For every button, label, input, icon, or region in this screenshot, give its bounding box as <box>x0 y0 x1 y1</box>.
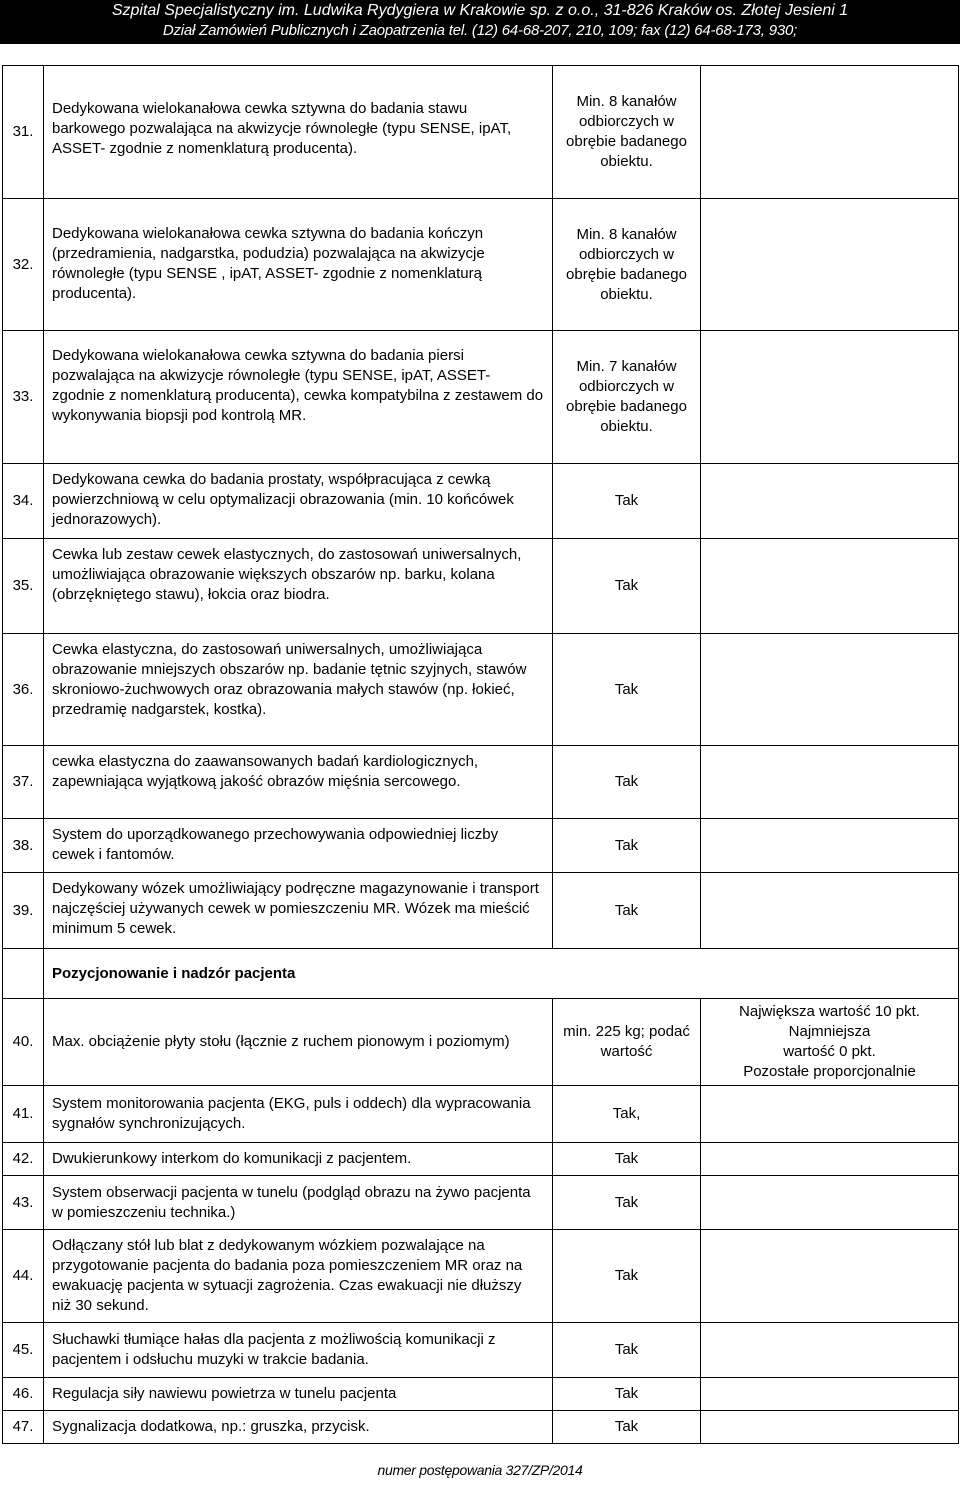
row-number: 44. <box>3 1230 44 1323</box>
row-requirement: Tak <box>553 634 701 746</box>
document-header <box>0 0 960 44</box>
row-score <box>701 199 959 331</box>
row-description: System obserwacji pacjenta w tunelu (podgląd obrazu na żywo pacjenta w pomieszczeniu technika.) <box>44 1176 553 1230</box>
row-score <box>701 1230 959 1323</box>
row-description: Cewka lub zestaw cewek elastycznych, do zastosowań uniwersalnych, umożliwiająca obrazowanie większych obszarów np. barku, kolana (obrzękniętego stawu), łokcia oraz biodra. <box>44 539 553 634</box>
row-score <box>701 746 959 819</box>
row-description: Dedykowana wielokanałowa cewka sztywna do badania piersi pozwalająca na akwizycje równoległe (typu SENSE, ipAT, ASSET- zgodnie z nomenklaturą producenta), cewka kompatybilna z zestawem do wykonywania biopsji pod kontrolą MR. <box>44 331 553 464</box>
row-description: Dedykowana cewka do badania prostaty, współpracująca z cewką powierzchniową w celu optymalizacji obrazowania (min. 10 końcówek jednorazowych). <box>44 464 553 539</box>
score-min-label: Najmniejsza <box>788 1023 871 1040</box>
row-requirement: Tak <box>553 1323 701 1378</box>
row-score <box>701 999 959 1086</box>
table-row <box>3 539 959 634</box>
table-row <box>3 331 959 464</box>
row-number: 38. <box>3 819 44 873</box>
coils-section <box>3 66 959 949</box>
row-number: 34. <box>3 464 44 539</box>
row-requirement: Tak <box>553 746 701 819</box>
row-requirement: Min. 8 kanałów odbiorczych w obrębie badanego obiektu. <box>553 66 701 199</box>
score-max: Największa wartość 10 pkt. <box>739 1003 920 1020</box>
row-number: 35. <box>3 539 44 634</box>
table-row <box>3 819 959 873</box>
row-score <box>701 66 959 199</box>
row-requirement: Tak <box>553 1176 701 1230</box>
section-header-row <box>3 949 959 999</box>
specification-table <box>2 65 959 1444</box>
score-min: wartość 0 pkt. <box>783 1043 876 1060</box>
row-requirement: Tak <box>553 873 701 949</box>
table-row <box>3 1323 959 1378</box>
row-number: 47. <box>3 1411 44 1444</box>
header-hospital-line: Szpital Specjalistyczny im. Ludwika Rydygiera w Krakowie sp. z o.o., 31-826 Kraków os. Złotej Jesieni 1 <box>111 2 849 19</box>
row-number: 37. <box>3 746 44 819</box>
section-number-cell <box>3 949 44 999</box>
row-requirement: Min. 7 kanałów odbiorczych w obrębie badanego obiektu. <box>553 331 701 464</box>
table-row <box>3 1411 959 1444</box>
row-score <box>701 1176 959 1230</box>
row-number: 40. <box>3 999 44 1086</box>
row-score <box>701 819 959 873</box>
table-row <box>3 746 959 819</box>
row-score <box>701 1143 959 1176</box>
row-requirement: Tak <box>553 1411 701 1444</box>
row-requirement: Tak <box>553 1378 701 1411</box>
row-score <box>701 464 959 539</box>
row-requirement: Tak, <box>553 1086 701 1143</box>
table-row <box>3 873 959 949</box>
row-score <box>701 1378 959 1411</box>
table-row <box>3 634 959 746</box>
row-score <box>701 331 959 464</box>
row-number: 46. <box>3 1378 44 1411</box>
row-description: Słuchawki tłumiące hałas dla pacjenta z możliwością komunikacji z pacjentem i odsłuchu muzyki w trakcie badania. <box>44 1323 553 1378</box>
table-row <box>3 999 959 1086</box>
row-number: 39. <box>3 873 44 949</box>
row-description: Dedykowana wielokanałowa cewka sztywna do badania stawu barkowego pozwalająca na akwizycje równoległe (typu SENSE, ipAT, ASSET- zgodnie z nomenklaturą producenta). <box>44 66 553 199</box>
row-requirement: Tak <box>553 539 701 634</box>
row-score <box>701 1323 959 1378</box>
row-description: Dwukierunkowy interkom do komunikacji z pacjentem. <box>44 1143 553 1176</box>
patient-positioning-section <box>3 949 959 1444</box>
row-description: Regulacja siły nawiewu powietrza w tunelu pacjenta <box>44 1378 553 1411</box>
procedure-number-footer: numer postępowania 327/ZP/2014 <box>377 1462 583 1478</box>
table-row <box>3 199 959 331</box>
table-row <box>3 1143 959 1176</box>
table-row <box>3 66 959 199</box>
row-number: 36. <box>3 634 44 746</box>
score-other: Pozostałe proporcjonalnie <box>743 1063 916 1080</box>
row-requirement: Tak <box>553 1230 701 1323</box>
table-row <box>3 1378 959 1411</box>
row-requirement: Tak <box>553 1143 701 1176</box>
row-number: 43. <box>3 1176 44 1230</box>
row-requirement: Tak <box>553 819 701 873</box>
row-score <box>701 873 959 949</box>
row-description: Cewka elastyczna, do zastosowań uniwersalnych, umożliwiająca obrazowanie mniejszych obszarów np. badanie tętnic szyjnych, stawów skroniowo-żuchwowych oraz obrazowania małych stawów (np. łokieć, przedramię nadgarstek, kostka). <box>44 634 553 746</box>
row-description: Odłączany stół lub blat z dedykowanym wózkiem pozwalające na przygotowanie pacjenta do badania poza pomieszczeniem MR oraz na ewakuację pacjenta w sytuacji zagrożenia. Czas ewakuacji nie dłuższy niż 30 sekund. <box>44 1230 553 1323</box>
table-row <box>3 1230 959 1323</box>
row-score <box>701 634 959 746</box>
row-number: 45. <box>3 1323 44 1378</box>
table-row <box>3 464 959 539</box>
table-row <box>3 1176 959 1230</box>
row-description: cewka elastyczna do zaawansowanych badań kardiologicznych, zapewniająca wyjątkową jakość obrazów mięśnia sercowego. <box>44 746 553 819</box>
row-description: Max. obciążenie płyty stołu (łącznie z ruchem pionowym i poziomym) <box>44 999 553 1086</box>
row-number: 42. <box>3 1143 44 1176</box>
section-title: Pozycjonowanie i nadzór pacjenta <box>44 949 959 999</box>
row-description: Sygnalizacja dodatkowa, np.: gruszka, przycisk. <box>44 1411 553 1444</box>
row-requirement: Min. 8 kanałów odbiorczych w obrębie badanego obiektu. <box>553 199 701 331</box>
row-number: 31. <box>3 66 44 199</box>
row-number: 32. <box>3 199 44 331</box>
row-description: Dedykowana wielokanałowa cewka sztywna do badania kończyn (przedramienia, nadgarstka, podudzia) pozwalająca na akwizycje równoległe (typu SENSE , ipAT, ASSET- zgodnie z nomenklaturą producenta). <box>44 199 553 331</box>
row-score <box>701 539 959 634</box>
row-score <box>701 1411 959 1444</box>
row-description: System monitorowania pacjenta (EKG, puls i oddech) dla wypracowania sygnałów synchronizujących. <box>44 1086 553 1143</box>
row-description: System do uporządkowanego przechowywania odpowiedniej liczby cewek i fantomów. <box>44 819 553 873</box>
row-description: Dedykowany wózek umożliwiający podręczne magazynowanie i transport najczęściej używanych cewek w pomieszczeniu MR. Wózek ma mieścić minimum 5 cewek. <box>44 873 553 949</box>
table-row <box>3 1086 959 1143</box>
row-number: 41. <box>3 1086 44 1143</box>
row-score <box>701 1086 959 1143</box>
row-requirement: min. 225 kg; podać wartość <box>553 999 701 1086</box>
row-requirement: Tak <box>553 464 701 539</box>
row-number: 33. <box>3 331 44 464</box>
header-department-line: Dział Zamówień Publicznych i Zaopatrzenia tel. (12) 64-68-207, 210, 109; fax (12) 64-68-173, 930; <box>162 22 798 39</box>
